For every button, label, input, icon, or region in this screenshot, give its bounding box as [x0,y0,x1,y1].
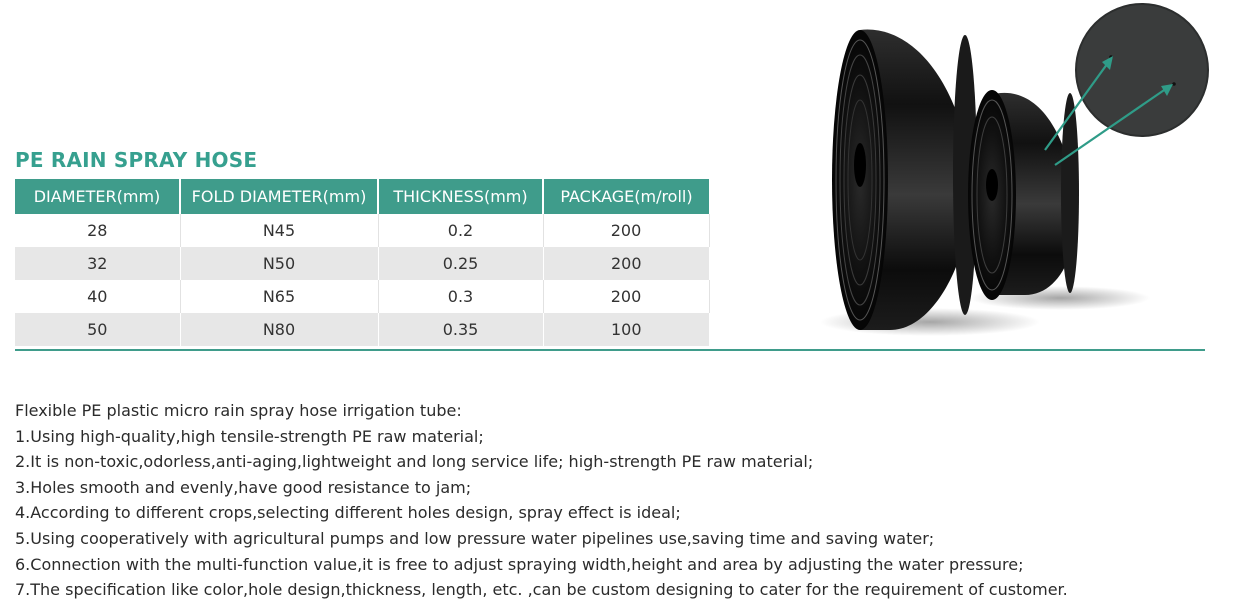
product-photo [820,0,1240,350]
page-title: PE RAIN SPRAY HOSE [15,148,258,172]
cell-fold-diameter: N80 [180,313,378,346]
spec-table [15,179,710,346]
cell-diameter: 28 [15,214,180,247]
feature-point-1: 1.Using high-quality,high tensile-strength PE raw material; [15,426,484,446]
feature-point-6: 6.Connection with the multi-function value,it is free to adjust spraying width,height and area by adjusting the water pressure; [15,554,1024,574]
table-row [15,247,709,280]
header-package: PACKAGE(m/roll) [543,179,709,214]
cell-fold-diameter: N45 [180,214,378,247]
cell-thickness: 0.2 [378,214,543,247]
cell-fold-diameter: N65 [180,280,378,313]
feature-point-5: 5.Using cooperatively with agricultural pumps and low pressure water pipelines use,saving time and saving water; [15,528,935,548]
table-row [15,214,709,247]
table-header-row [15,179,709,214]
table-row [15,313,709,346]
feature-point-2: 2.It is non-toxic,odorless,anti-aging,lightweight and long service life; high-strength PE raw material; [15,452,814,472]
table-row [15,280,709,313]
cell-thickness: 0.25 [378,247,543,280]
cell-package: 100 [543,313,709,346]
cell-diameter: 32 [15,247,180,280]
product-description [15,398,1230,603]
header-thickness: THICKNESS(mm) [378,179,543,214]
cell-package: 200 [543,247,709,280]
cell-fold-diameter: N50 [180,247,378,280]
cell-thickness: 0.3 [378,280,543,313]
cell-diameter: 50 [15,313,180,346]
header-fold-diameter: FOLD DIAMETER(mm) [180,179,378,214]
feature-point-4: 4.According to different crops,selecting different holes design, spray effect is ideal; [15,503,681,523]
feature-point-3: 3.Holes smooth and evenly,have good resistance to jam; [15,477,472,497]
cell-package: 200 [543,280,709,313]
cell-thickness: 0.35 [378,313,543,346]
header-diameter: DIAMETER(mm) [15,179,180,214]
cell-diameter: 40 [15,280,180,313]
feature-point-7: 7.The specification like color,hole design,thickness, length, etc. ,can be custom designing to cater for the requirement of customer. [15,580,1068,600]
description-intro: Flexible PE plastic micro rain spray hose irrigation tube: [15,401,462,420]
cell-package: 200 [543,214,709,247]
